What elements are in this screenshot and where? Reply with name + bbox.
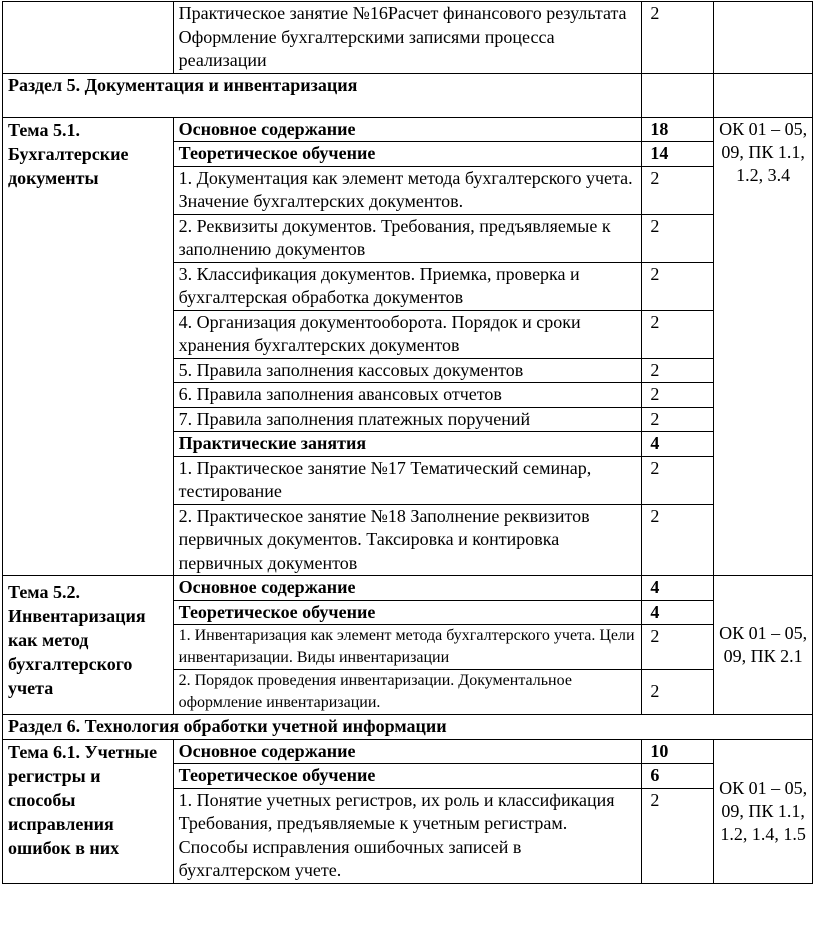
- hours-cell-empty: [642, 73, 714, 117]
- row-heading: Теоретическое обучение: [173, 142, 642, 167]
- row-heading: Практические занятия: [173, 432, 642, 457]
- lesson-text: 2. Порядок проведения инвентаризации. Документальное оформление инвентаризации.: [173, 670, 642, 715]
- section-title: Раздел 5. Документация и инвентаризация: [3, 73, 642, 117]
- hours-value: 2: [642, 310, 714, 358]
- topic-cell-empty: [3, 2, 174, 74]
- hours-value: 2: [642, 407, 714, 432]
- topic-title: Тема 6.1. Учетные регистры и способы исправления ошибок в них: [3, 739, 174, 883]
- hours-value: 2: [642, 625, 714, 670]
- row-heading: Теоретическое обучение: [173, 764, 642, 789]
- hours-value: 4: [642, 576, 714, 601]
- topic-title: Тема 5.1. Бухгалтерские документы: [3, 117, 174, 576]
- section-header-row: [3, 715, 813, 740]
- lesson-text: Практическое занятие №16Расчет финансового результата Оформление бухгалтерскими записями процесса реализации: [173, 2, 642, 74]
- table-row: [3, 117, 813, 142]
- lesson-text: 2. Практическое занятие №18 Заполнение реквизитов первичных документов. Таксировка и контировка первичных документов: [173, 504, 642, 576]
- competencies: ОК 01 – 05, 09, ПК 2.1: [714, 576, 813, 715]
- hours-value: 2: [642, 504, 714, 576]
- hours-value: 2: [642, 214, 714, 262]
- section-title: Раздел 6. Технология обработки учетной информации: [3, 715, 813, 740]
- competency-cell-empty: [714, 2, 813, 74]
- table-row: [3, 739, 813, 764]
- lesson-text: 4. Организация документооборота. Порядок и сроки хранения бухгалтерских документов: [173, 310, 642, 358]
- table-row: [3, 2, 813, 74]
- lesson-text: 7. Правила заполнения платежных поручений: [173, 407, 642, 432]
- hours-value: 6: [642, 764, 714, 789]
- lesson-text: 1. Понятие учетных регистров, их роль и классификация Требования, предъявляемые к учетным регистрам. Способы исправления ошибочных записей в бухгалтерском учете.: [173, 788, 642, 883]
- curriculum-table: [2, 1, 813, 884]
- section-header-row: [3, 73, 813, 117]
- hours-value: 2: [642, 358, 714, 383]
- competencies: ОК 01 – 05, 09, ПК 1.1, 1.2, 3.4: [714, 117, 813, 576]
- topic-title: Тема 5.2. Инвентаризация как метод бухгалтерского учета: [3, 576, 174, 715]
- hours-value: 18: [642, 117, 714, 142]
- hours-value: 2: [642, 383, 714, 408]
- hours-value: 2: [642, 166, 714, 214]
- hours-value: 2: [642, 456, 714, 504]
- competency-cell-empty: [714, 73, 813, 117]
- lesson-text: 6. Правила заполнения авансовых отчетов: [173, 383, 642, 408]
- lesson-text: 1. Документация как элемент метода бухгалтерского учета. Значение бухгалтерских документов.: [173, 166, 642, 214]
- lesson-text: 5. Правила заполнения кассовых документов: [173, 358, 642, 383]
- hours-value: 4: [642, 600, 714, 625]
- lesson-text: 2. Реквизиты документов. Требования, предъявляемые к заполнению документов: [173, 214, 642, 262]
- row-heading: Основное содержание: [173, 117, 642, 142]
- competencies: ОК 01 – 05, 09, ПК 1.1, 1.2, 1.4, 1.5: [714, 739, 813, 883]
- hours-value: 14: [642, 142, 714, 167]
- row-heading: Основное содержание: [173, 576, 642, 601]
- hours-value: 2: [642, 262, 714, 310]
- lesson-text: 3. Классификация документов. Приемка, проверка и бухгалтерская обработка документов: [173, 262, 642, 310]
- hours-value: 4: [642, 432, 714, 457]
- row-heading: Основное содержание: [173, 739, 642, 764]
- hours-value: 2: [642, 788, 714, 883]
- table-row: [3, 576, 813, 601]
- hours-value: 10: [642, 739, 714, 764]
- lesson-text: 1. Инвентаризация как элемент метода бухгалтерского учета. Цели инвентаризации. Виды инвентаризации: [173, 625, 642, 670]
- lesson-text: 1. Практическое занятие №17 Тематический семинар, тестирование: [173, 456, 642, 504]
- hours-value: 2: [642, 2, 714, 74]
- hours-value: 2: [642, 670, 714, 715]
- row-heading: Теоретическое обучение: [173, 600, 642, 625]
